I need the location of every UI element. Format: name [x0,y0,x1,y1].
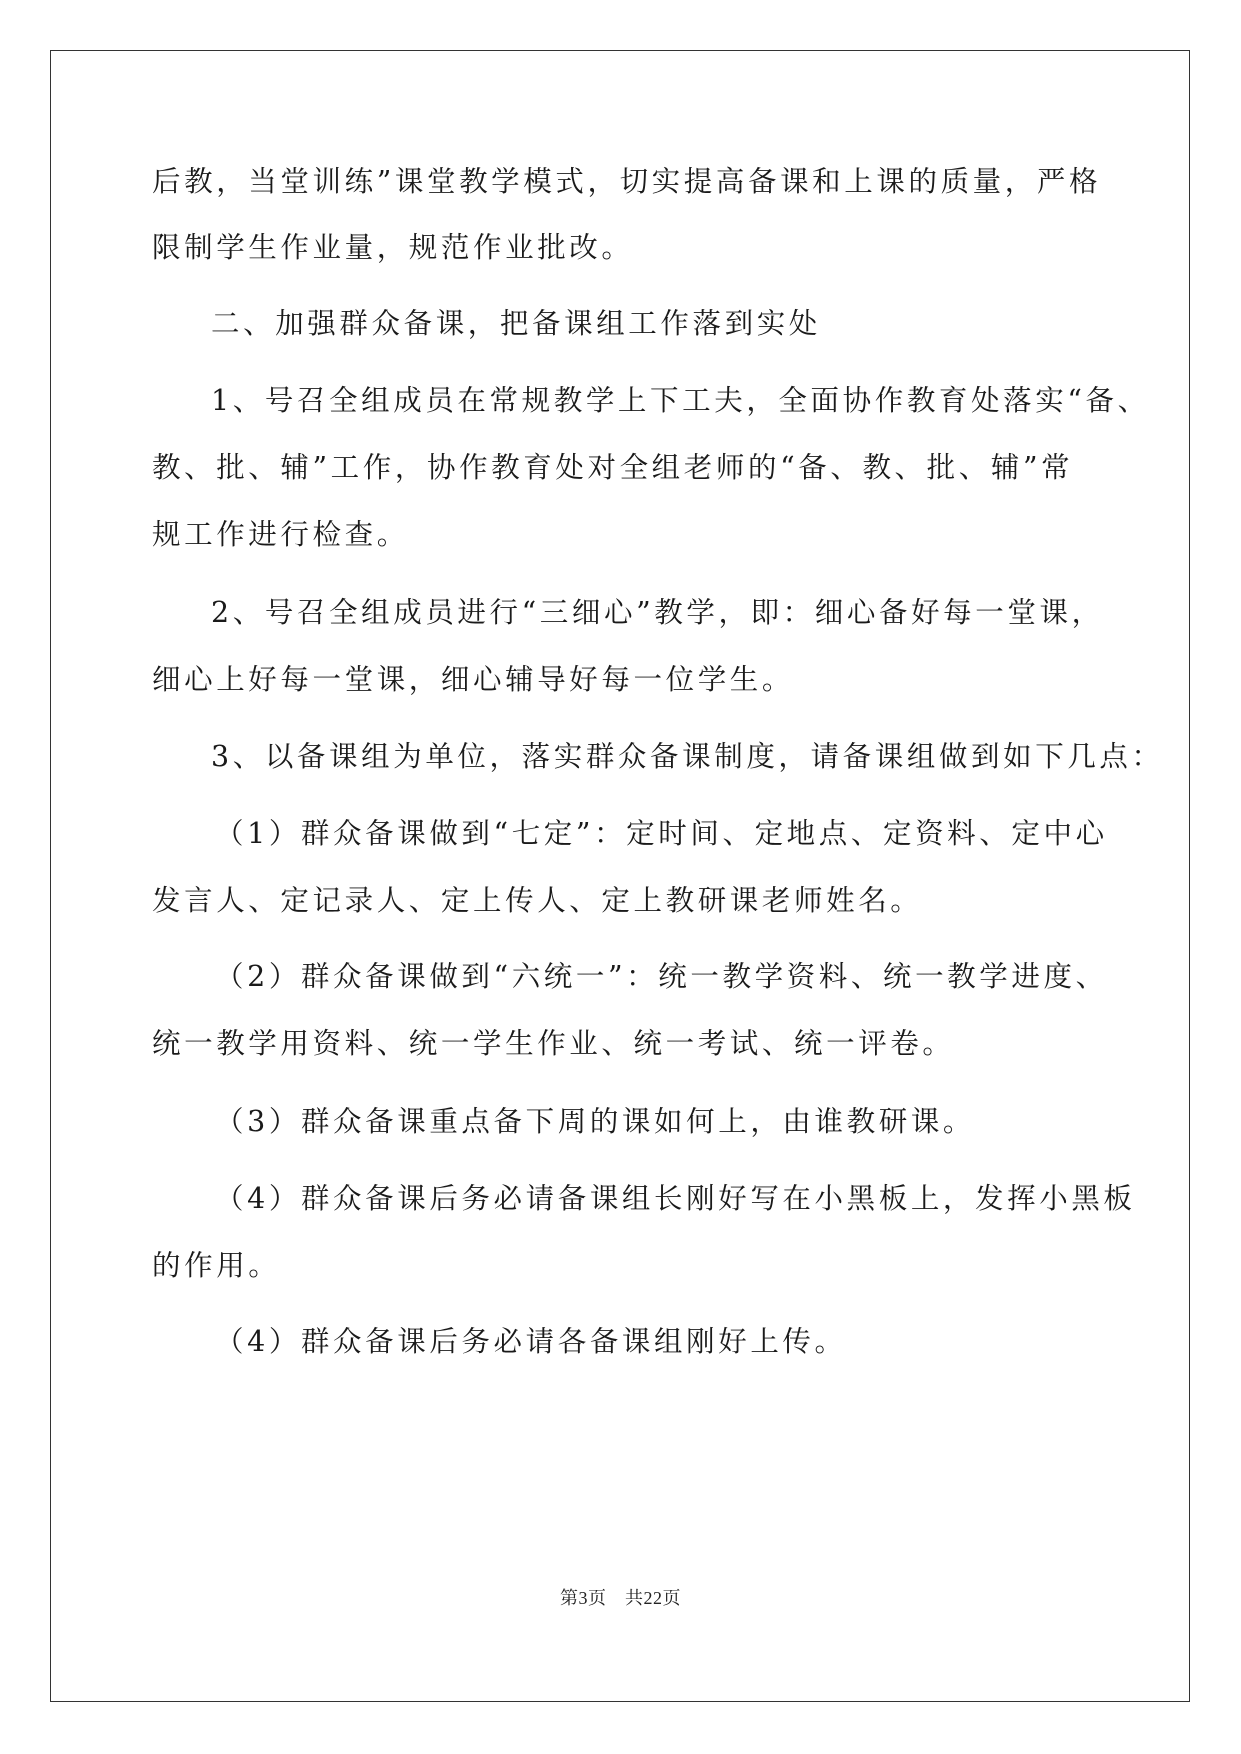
text-line: 规工作进行检查。 [152,518,409,551]
text-line: （3）群众备课重点备下周的课如何上，由谁教研课。 [215,1105,976,1138]
text-line: 限制学生作业量，规范作业批改。 [152,231,634,264]
text-line: 3、以备课组为单位，落实群众备课制度，请备课组做到如下几点： [211,740,1164,773]
text-line: 后教，当堂训练”课堂教学模式，切实提高备课和上课的质量，严格 [152,165,1102,198]
text-line: 1、号召全组成员在常规教学上下工夫，全面协作教育处落实“备、 [211,384,1150,417]
text-line: 教、批、辅”工作，协作教育处对全组老师的“备、教、批、辅”常 [152,451,1074,484]
section-heading: 二、加强群众备课，把备课组工作落到实处 [211,307,821,340]
text-line: （4）群众备课后务必请备课组长刚好写在小黑板上，发挥小黑板 [215,1182,1136,1215]
text-line: （1）群众备课做到“七定”：定时间、定地点、定资料、定中心 [215,817,1108,850]
page-border [50,50,1190,1702]
text-line: 发言人、定记录人、定上传人、定上教研课老师姓名。 [152,884,923,917]
page-number: 第3页 共22页 [560,1588,681,1608]
text-line: 细心上好每一堂课，细心辅导好每一位学生。 [152,663,795,696]
text-line: （2）群众备课做到“六统一”：统一教学资料、统一教学进度、 [215,960,1108,993]
text-line: 2、号召全组成员进行“三细心”教学，即：细心备好每一堂课， [211,596,1104,629]
text-line: 统一教学用资料、统一学生作业、统一考试、统一评卷。 [152,1027,955,1060]
text-line: （4）群众备课后务必请各备课组刚好上传。 [215,1325,847,1358]
text-line: 的作用。 [152,1249,281,1282]
